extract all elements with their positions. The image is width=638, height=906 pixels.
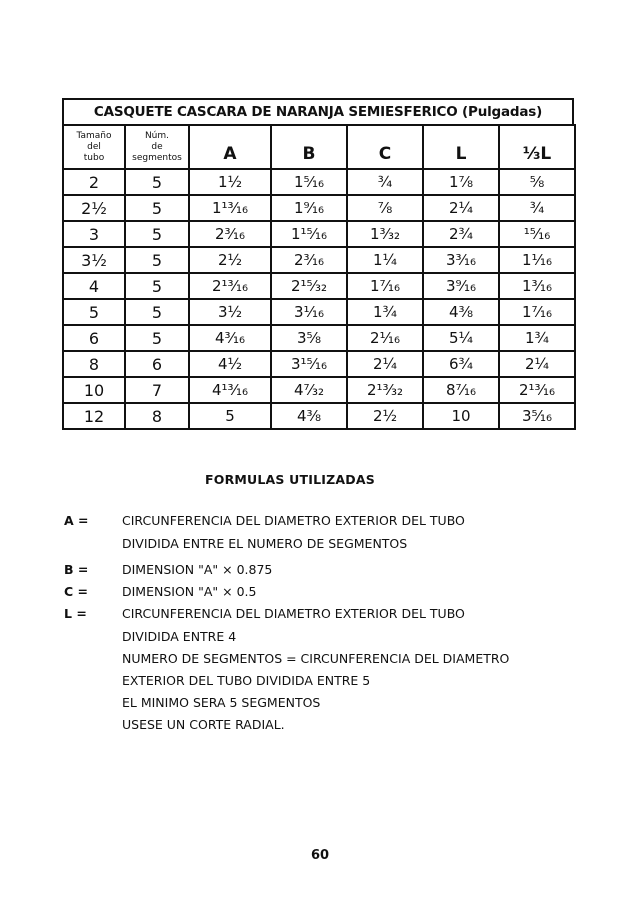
- table-cell: 2½: [63, 195, 125, 221]
- data-table: [62, 124, 576, 430]
- header-l: L: [423, 125, 499, 169]
- table-cell: 2: [63, 169, 125, 195]
- table-cell: 2¹³⁄₁₆: [189, 273, 271, 299]
- table-cell: 1⅞: [423, 169, 499, 195]
- table-row: [63, 247, 575, 273]
- table-cell: 2¾: [423, 221, 499, 247]
- table-cell: ⅞: [347, 195, 423, 221]
- table-cell: 1⁷⁄₁₆: [499, 299, 575, 325]
- header-segments-line1: Núm.: [144, 130, 170, 141]
- table-cell: 1³⁄₁₆: [499, 273, 575, 299]
- table-row: [63, 195, 575, 221]
- table-cell: 6¾: [423, 351, 499, 377]
- table-cell: 5: [125, 221, 189, 247]
- table-cell: 4⅜: [423, 299, 499, 325]
- table-cell: 5: [125, 195, 189, 221]
- table-cell: 3½: [63, 247, 125, 273]
- table-cell: 4³⁄₁₆: [189, 325, 271, 351]
- table-cell: 1¼: [347, 247, 423, 273]
- formula-key: C =: [64, 584, 88, 599]
- table-body: [63, 169, 575, 429]
- table-cell: ¹⁵⁄₁₆: [499, 221, 575, 247]
- table-cell: 4⅜: [271, 403, 347, 429]
- table-cell: 1⁷⁄₁₆: [347, 273, 423, 299]
- header-tube-size-line3: tubo: [83, 152, 105, 163]
- pipe-table: [62, 98, 574, 430]
- table-cell: 2¹⁄₁₆: [347, 325, 423, 351]
- table-cell: 4⁷⁄₃₂: [271, 377, 347, 403]
- table-cell: 1⁵⁄₁₆: [271, 169, 347, 195]
- formula-text: DIMENSION "A" × 0.5: [122, 584, 257, 599]
- table-cell: 2½: [347, 403, 423, 429]
- table-cell: 5: [63, 299, 125, 325]
- table-row: [63, 351, 575, 377]
- table-cell: 6: [63, 325, 125, 351]
- header-segments: [125, 125, 189, 169]
- table-cell: 2¹³⁄₃₂: [347, 377, 423, 403]
- table-cell: 3⁵⁄₁₆: [499, 403, 575, 429]
- table-cell: 5: [125, 273, 189, 299]
- page-number: 60: [310, 848, 330, 863]
- table-row: [63, 273, 575, 299]
- formula-text: NUMERO DE SEGMENTOS = CIRCUNFERENCIA DEL DIAMETRO: [122, 651, 510, 666]
- formula-key: B =: [64, 562, 89, 577]
- table-cell: ⅝: [499, 169, 575, 195]
- header-b: B: [271, 125, 347, 169]
- table-cell: 2³⁄₁₆: [271, 247, 347, 273]
- table-cell: 8: [63, 351, 125, 377]
- table-cell: 4½: [189, 351, 271, 377]
- table-cell: 1½: [189, 169, 271, 195]
- formula-text: EXTERIOR DEL TUBO DIVIDIDA ENTRE 5: [122, 673, 371, 688]
- table-cell: 2¹³⁄₁₆: [499, 377, 575, 403]
- table-cell: 8: [125, 403, 189, 429]
- table-cell: 1¹⁵⁄₁₆: [271, 221, 347, 247]
- formula-text: DIVIDIDA ENTRE EL NUMERO DE SEGMENTOS: [122, 536, 408, 551]
- table-title: CASQUETE CASCARA DE NARANJA SEMIESFERICO (Pulgadas): [62, 98, 574, 124]
- table-cell: 5: [125, 169, 189, 195]
- formulas-title: FORMULAS UTILIZADAS: [205, 472, 375, 487]
- table-row: [63, 299, 575, 325]
- table-cell: 3¹⁵⁄₁₆: [271, 351, 347, 377]
- table-cell: 2¼: [347, 351, 423, 377]
- table-cell: 1⁹⁄₁₆: [271, 195, 347, 221]
- table-cell: 5: [125, 247, 189, 273]
- table-row: [63, 169, 575, 195]
- header-segments-line3: segmentos: [132, 152, 182, 163]
- table-cell: 8⁷⁄₁₆: [423, 377, 499, 403]
- formula-text: CIRCUNFERENCIA DEL DIAMETRO EXTERIOR DEL TUBO: [122, 513, 465, 528]
- table-cell: 1³⁄₃₂: [347, 221, 423, 247]
- formula-text: DIMENSION "A" × 0.875: [122, 562, 273, 577]
- table-cell: 3½: [189, 299, 271, 325]
- header-third-l: ⅓L: [499, 125, 575, 169]
- table-row: [63, 403, 575, 429]
- table-row: [63, 377, 575, 403]
- formula-text: DIVIDIDA ENTRE 4: [122, 629, 237, 644]
- table-cell: 4: [63, 273, 125, 299]
- header-tube-size-line1: Tamaño: [76, 130, 112, 141]
- table-cell: 3⅝: [271, 325, 347, 351]
- table-cell: 1¾: [499, 325, 575, 351]
- header-c: C: [347, 125, 423, 169]
- table-cell: 10: [423, 403, 499, 429]
- table-cell: 1¾: [347, 299, 423, 325]
- table-cell: ¾: [347, 169, 423, 195]
- table-cell: 2¼: [499, 351, 575, 377]
- table-cell: 7: [125, 377, 189, 403]
- table-cell: 2½: [189, 247, 271, 273]
- table-cell: 12: [63, 403, 125, 429]
- table-cell: 2¹⁵⁄₃₂: [271, 273, 347, 299]
- formula-text: CIRCUNFERENCIA DEL DIAMETRO EXTERIOR DEL TUBO: [122, 606, 465, 621]
- formula-text: USESE UN CORTE RADIAL.: [122, 717, 285, 732]
- table-cell: 3: [63, 221, 125, 247]
- header-tube-size-line2: del: [87, 141, 101, 152]
- formula-key: L =: [64, 606, 87, 621]
- table-cell: 1¹³⁄₁₆: [189, 195, 271, 221]
- table-cell: 5: [189, 403, 271, 429]
- table-row: [63, 221, 575, 247]
- table-cell: 3¹⁄₁₆: [271, 299, 347, 325]
- table-cell: 4¹³⁄₁₆: [189, 377, 271, 403]
- table-cell: 3³⁄₁₆: [423, 247, 499, 273]
- table-cell: ¾: [499, 195, 575, 221]
- header-row: [63, 125, 575, 169]
- table-cell: 6: [125, 351, 189, 377]
- table-cell: 1¹⁄₁₆: [499, 247, 575, 273]
- table-cell: 3⁹⁄₁₆: [423, 273, 499, 299]
- table-cell: 5: [125, 299, 189, 325]
- formula-text: EL MINIMO SERA 5 SEGMENTOS: [122, 695, 321, 710]
- header-segments-line2: de: [151, 141, 163, 152]
- header-tube-size: [63, 125, 125, 169]
- table-cell: 10: [63, 377, 125, 403]
- formula-key: A =: [64, 513, 89, 528]
- table-cell: 5: [125, 325, 189, 351]
- table-row: [63, 325, 575, 351]
- table-cell: 5¼: [423, 325, 499, 351]
- table-cell: 2³⁄₁₆: [189, 221, 271, 247]
- header-a: A: [189, 125, 271, 169]
- table-cell: 2¼: [423, 195, 499, 221]
